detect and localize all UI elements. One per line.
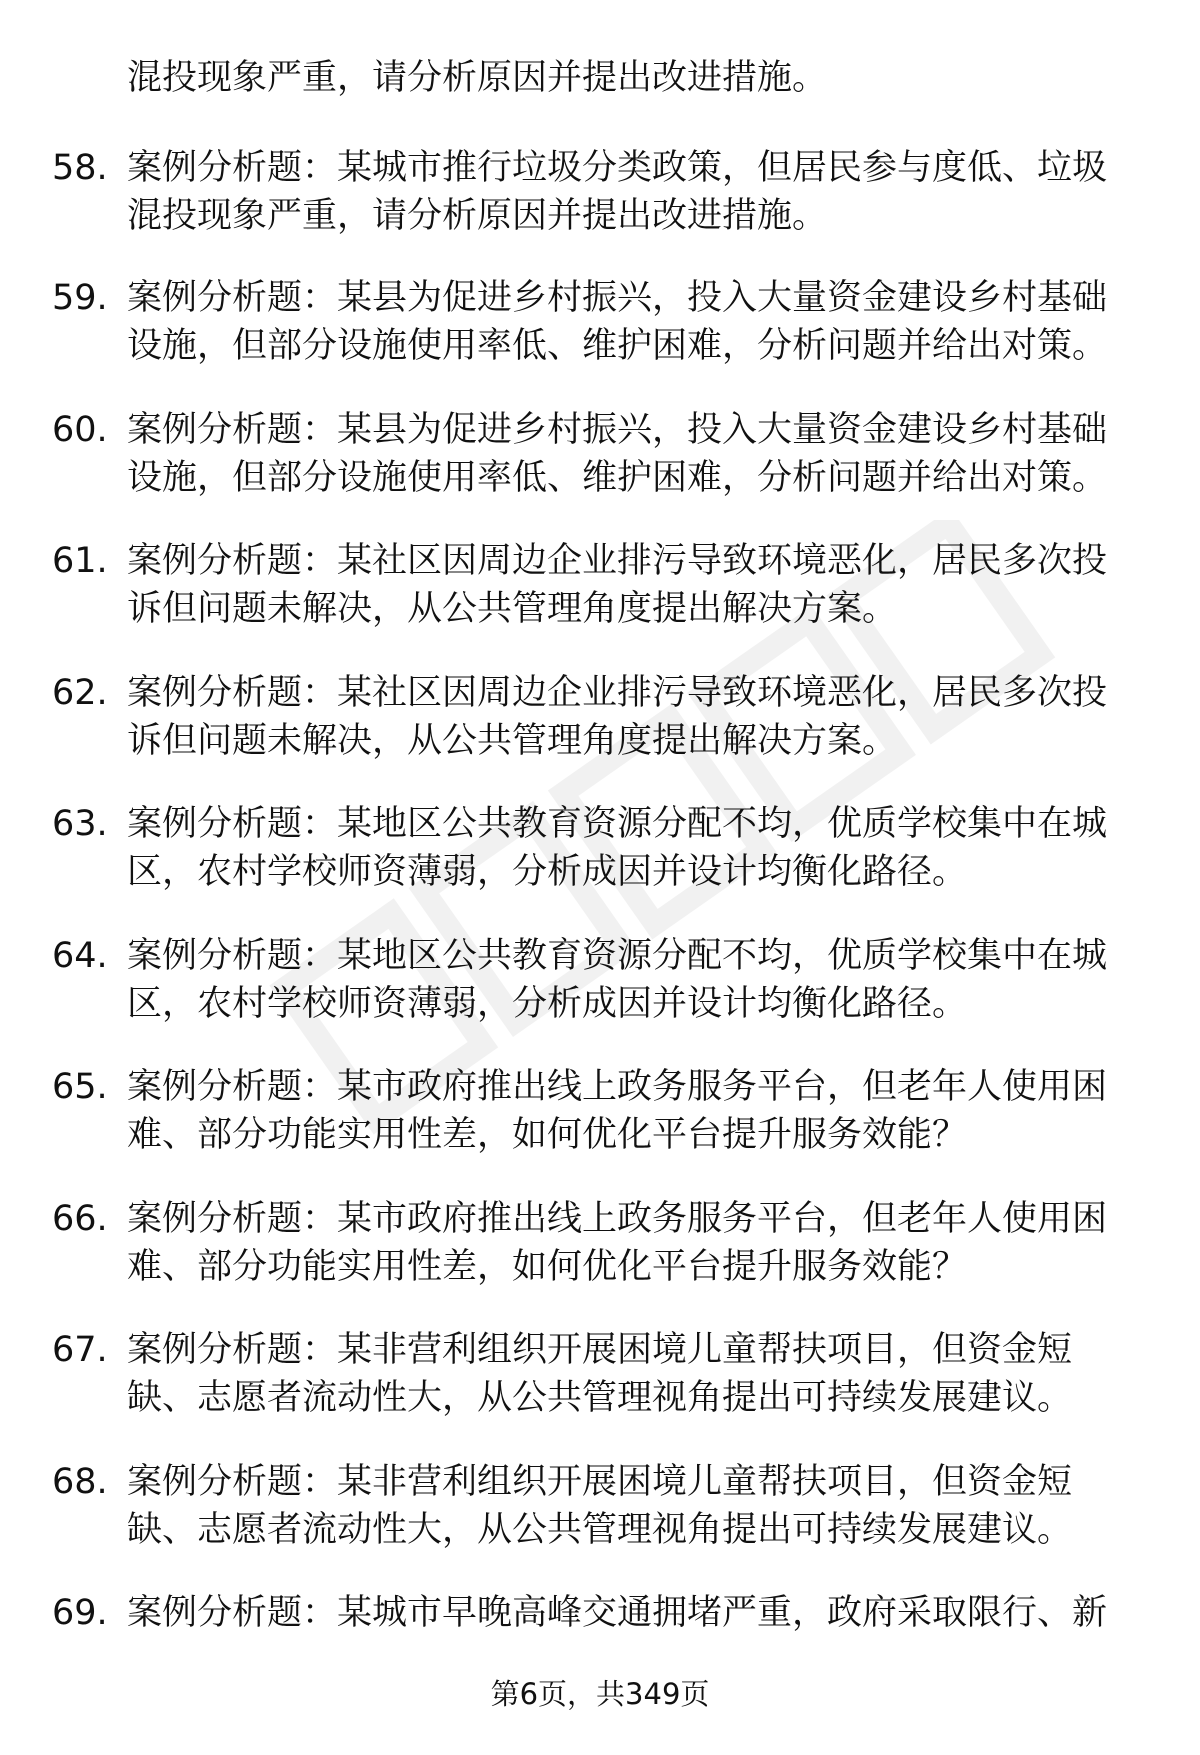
- question-text-line1: 案例分析题：某社区因周边企业排污导致环境恶化，居民多次投: [127, 673, 1108, 713]
- question-text-line2: 区，农村学校师资薄弱，分析成因并设计均衡化路径。: [127, 852, 968, 892]
- question-text-line2: 设施，但部分设施使用率低、维护困难，分析问题并给出对策。: [127, 458, 1108, 498]
- question-text-line2: 难、部分功能实用性差，如何优化平台提升服务效能？: [127, 1247, 968, 1287]
- question-text-line1: 案例分析题：某城市早晚高峰交通拥堵严重，政府采取限行、新: [127, 1593, 1108, 1633]
- question-text-line2: 缺、志愿者流动性大，从公共管理视角提出可持续发展建议。: [127, 1378, 1073, 1418]
- question-text-line2: 设施，但部分设施使用率低、维护困难，分析问题并给出对策。: [127, 326, 1108, 366]
- question-number: 65.: [52, 1067, 108, 1107]
- question-number: 69.: [52, 1593, 108, 1633]
- question-number: 63.: [52, 804, 108, 844]
- question-text-line1: 案例分析题：某非营利组织开展困境儿童帮扶项目，但资金短: [127, 1462, 1073, 1502]
- question-number: 66.: [52, 1199, 108, 1239]
- question-number: 58.: [52, 148, 108, 188]
- question-number: 60.: [52, 410, 108, 450]
- question-text-line2: 难、部分功能实用性差，如何优化平台提升服务效能？: [127, 1115, 968, 1155]
- question-number: 64.: [52, 936, 108, 976]
- question-text-line2: 诉但问题未解决，从公共管理角度提出解决方案。: [127, 721, 898, 761]
- question-text-line2: 诉但问题未解决，从公共管理角度提出解决方案。: [127, 589, 898, 629]
- question-text-line1: 案例分析题：某社区因周边企业排污导致环境恶化，居民多次投: [127, 541, 1108, 581]
- question-number: 62.: [52, 673, 108, 713]
- question-number: 61.: [52, 541, 108, 581]
- question-text-line1: 案例分析题：某非营利组织开展困境儿童帮扶项目，但资金短: [127, 1330, 1073, 1370]
- question-text-line2: 缺、志愿者流动性大，从公共管理视角提出可持续发展建议。: [127, 1510, 1073, 1550]
- question-text-line1: 案例分析题：某市政府推出线上政务服务平台，但老年人使用困: [127, 1067, 1108, 1107]
- question-text-line1: 案例分析题：某地区公共教育资源分配不均，优质学校集中在城: [127, 804, 1108, 844]
- question-text-line1: 案例分析题：某县为促进乡村振兴，投入大量资金建设乡村基础: [127, 278, 1108, 318]
- carryover-line: 混投现象严重，请分析原因并提出改进措施。: [127, 58, 828, 98]
- question-text-line1: 案例分析题：某县为促进乡村振兴，投入大量资金建设乡村基础: [127, 410, 1108, 450]
- page-footer: 第6页，共349页: [490, 1677, 710, 1711]
- question-number: 67.: [52, 1330, 108, 1370]
- question-text-line2: 混投现象严重，请分析原因并提出改进措施。: [127, 196, 828, 236]
- question-number: 59.: [52, 278, 108, 318]
- question-text-line1: 案例分析题：某城市推行垃圾分类政策，但居民参与度低、垃圾: [127, 148, 1108, 188]
- question-text-line1: 案例分析题：某地区公共教育资源分配不均，优质学校集中在城: [127, 936, 1108, 976]
- question-number: 68.: [52, 1462, 108, 1502]
- question-text-line1: 案例分析题：某市政府推出线上政务服务平台，但老年人使用困: [127, 1199, 1108, 1239]
- question-text-line2: 区，农村学校师资薄弱，分析成因并设计均衡化路径。: [127, 984, 968, 1024]
